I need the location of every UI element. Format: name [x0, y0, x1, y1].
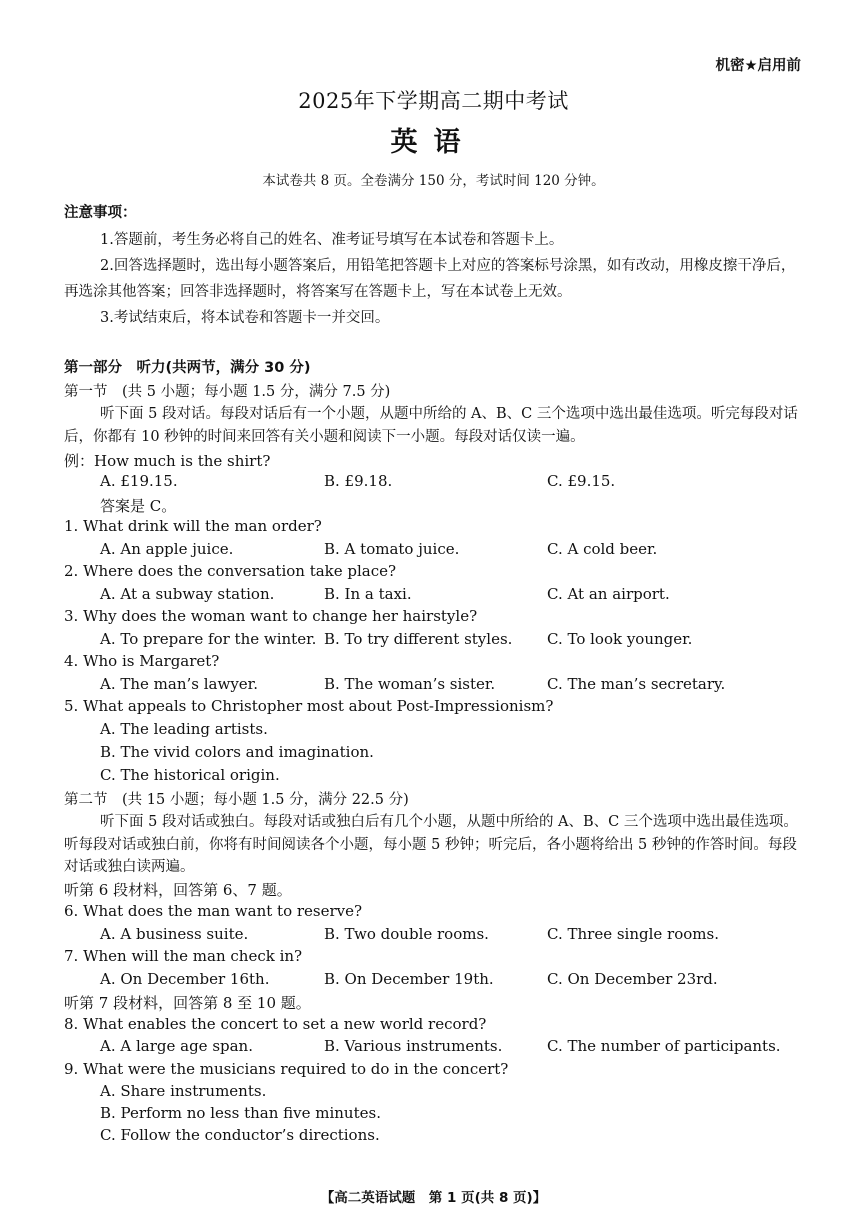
option-b: B. On December 19th. [324, 970, 494, 988]
option-c: C. The number of participants. [547, 1037, 781, 1055]
option-b: B. To try different styles. [324, 630, 513, 648]
question-9: 9. What were the musicians required to do in the concert? [64, 1060, 509, 1078]
option-a: A. A business suite. [100, 925, 249, 943]
notice-heading: 注意事项： [64, 205, 137, 221]
option-c: C. The historical origin. [100, 766, 280, 784]
question-1: 1. What drink will the man order? [64, 517, 322, 535]
part-heading: 第一部分 听力(共两节，满分 30 分) [64, 360, 311, 376]
instruction-text: 听下面 5 段对话或独白。每段对话或独白后有几个小题，从题中所给的 A、B、C 三个选项中选出最佳选项。听每段对话或独白前，你将有时间阅读各个小题，每小题 5 秒钟；听完后，各小题将给出 5 秒钟的作答时间。每段对话或独白读两遍。 [64, 814, 798, 875]
notice-item: 3.考试结束后，将本试卷和答题卡一并交回。 [100, 310, 390, 326]
option-a: A. A large age span. [100, 1037, 253, 1055]
confidential-mark: 机密★启用前 [715, 58, 801, 74]
material-note: 听第 7 段材料，回答第 8 至 10 题。 [64, 994, 311, 1012]
option-c: C. Three single rooms. [547, 925, 719, 943]
option-b: B. Two double rooms. [324, 925, 489, 943]
option-b: B. A tomato juice. [324, 540, 460, 558]
question-3: 3. Why does the woman want to change her hairstyle? [64, 607, 478, 625]
option-c: C. To look younger. [547, 630, 693, 648]
section-heading: 第一节 (共 5 小题；每小题 1.5 分，满分 7.5 分) [64, 384, 391, 400]
question-7: 7. When will the man check in? [64, 947, 303, 965]
notice-item: 1.答题前，考生务必将自己的姓名、准考证号填写在本试卷和答题卡上。 [100, 232, 564, 248]
question-5: 5. What appeals to Christopher most about Post-Impressionism? [64, 697, 554, 715]
question-2: 2. Where does the conversation take place? [64, 562, 397, 580]
option-a: A. To prepare for the winter. [100, 630, 317, 648]
question-8: 8. What enables the concert to set a new world record? [64, 1015, 487, 1033]
option-a: A. The leading artists. [100, 720, 268, 738]
option-c: C. A cold beer. [547, 540, 658, 558]
notice-item: 2.回答选择题时，选出每小题答案后，用铅笔把答题卡上对应的答案标号涂黑，如有改动，用橡皮擦干净后，再选涂其他答案；回答非选择题时，将答案写在答题卡上，写在本试卷上无效。 [64, 258, 796, 300]
page-footer: 【高二英语试题 第 1 页(共 8 页)】 [320, 1190, 547, 1206]
section-heading: 第二节 (共 15 小题；每小题 1.5 分，满分 22.5 分) [64, 792, 409, 808]
exam-title: 2025年下学期高二期中考试 [298, 89, 569, 113]
option-b: B. £9.18. [324, 472, 393, 490]
option-b: B. Various instruments. [324, 1037, 503, 1055]
option-a: A. On December 16th. [100, 970, 270, 988]
example-answer: 答案是 C。 [100, 497, 177, 515]
option-c: C. On December 23rd. [547, 970, 718, 988]
exam-meta: 本试卷共 8 页。全卷满分 150 分，考试时间 120 分钟。 [262, 173, 605, 189]
option-b: B. The vivid colors and imagination. [100, 743, 374, 761]
option-b: B. The woman’s sister. [324, 675, 496, 693]
question-4: 4. Who is Margaret? [64, 652, 220, 670]
option-a: A. An apple juice. [100, 540, 234, 558]
option-a: A. The man’s lawyer. [100, 675, 258, 693]
question-6: 6. What does the man want to reserve? [64, 902, 363, 920]
option-c: C. Follow the conductor’s directions. [100, 1126, 380, 1144]
example-question: 例：How much is the shirt? [64, 452, 271, 470]
option-a: A. Share instruments. [100, 1082, 267, 1100]
exam-subject: 英语 [390, 127, 477, 158]
option-c: C. £9.15. [547, 472, 616, 490]
material-note: 听第 6 段材料，回答第 6、7 题。 [64, 881, 292, 899]
option-a: A. At a subway station. [100, 585, 275, 603]
option-b: B. Perform no less than five minutes. [100, 1104, 381, 1122]
section-instruction [64, 403, 809, 448]
notice-list [64, 227, 804, 331]
instruction-text: 听下面 5 段对话。每段对话后有一个小题，从题中所给的 A、B、C 三个选项中选出最佳选项。听完每段对话后，你都有 10 秒钟的时间来回答有关小题和阅读下一小题。每段对话仅读一遍。 [64, 406, 798, 445]
option-c: C. At an airport. [547, 585, 670, 603]
option-c: C. The man’s secretary. [547, 675, 726, 693]
section-instruction [64, 811, 809, 879]
option-a: A. £19.15. [100, 472, 178, 490]
option-b: B. In a taxi. [324, 585, 412, 603]
